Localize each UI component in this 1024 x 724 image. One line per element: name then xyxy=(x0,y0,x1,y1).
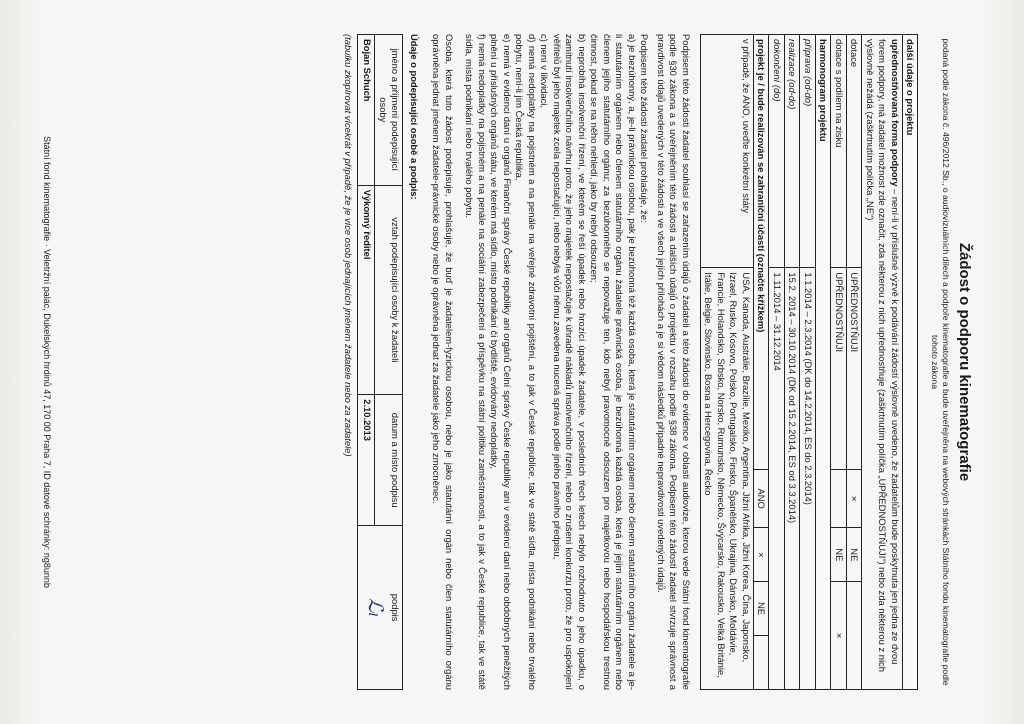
consent-paragraph: Podpisem této žádosti žadatel souhlasí se zařazením údajů o žadateli a této žádosti do evidence v oblasti audiovize, kterou vede Státní fond kinematografie podle §30 zákona a s uveřejněním této žádosti a dalších údajů o projektu v rozsahu podle §38 zákona. Podpisem této žádosti žadatel stvrzuje správnost a pravdivost údajů uvedených v této žádosti a ve všech jejích přílohách a je si vědom následků případné nepravdivosti uvedených údajů. xyxy=(655,34,692,690)
declaration-item-d: d) nemá nedoplatky na pojistném a na penále na veřejné zdravotní pojištění, a to jak v České republice, tak ve státě sídla, místa podnikání nebo trvalého pobytu, není-li jím Česká republika, xyxy=(514,34,538,690)
page-subtitle: podaná podle zákona č. 496/2012 Sb., o audiovizuálních dílech a podpoře kinematografie a bude uveřejněna na webových stránkách Státního fondu kinematografie podle tohoto zákona xyxy=(929,38,952,686)
declaration-list xyxy=(463,34,651,690)
signatory-name: Bojan Schuch xyxy=(358,35,375,186)
preferred-form-label: upřednostňovaná forma podpory xyxy=(889,39,901,187)
no-option-label: NE xyxy=(846,528,862,582)
yes-checkbox[interactable]: × xyxy=(753,528,769,582)
signature-section-title: Údaje o podepisující osobě a podpis: xyxy=(408,34,420,200)
no-label: NE xyxy=(753,582,769,636)
schedule-value: 1.11.2014 – 31.12.2014 xyxy=(769,268,785,690)
signature-table xyxy=(357,34,403,690)
no-option-label: NE xyxy=(831,528,847,582)
harmonogram-header: harmonogram projektu xyxy=(815,35,831,690)
signatory-relation: Výkonný ředitel xyxy=(358,185,375,395)
declaration-item-e: e) nemá v evidenci daní u orgánů Finanční správy České republiky ani orgánů Celní správy České republiky ani v evidenci daní nebo obdobných peněžitých plnění u příslušných orgánů státu, ve kterém má sídlo, místo podnikání či bydliště, evidovány nedoplatky, xyxy=(489,34,513,690)
countries-label: v případě, že ANO, uveďte konkrétní státy xyxy=(700,35,753,268)
no-checkbox[interactable]: × xyxy=(831,582,847,690)
signature-cell[interactable] xyxy=(358,526,403,690)
countries-list: USA, Kanada, Austrálie, Brazílie, Mexiko, Argentina, Jižní Afrika, Jižní Korea, Čína, Japonsko, Izrael, Rusko, Kosovo, Polsko, Portugalsko, Finsko, Španělsko, Ukrajina, Dánsko, Moldávie, Francie, Holandsko, Srbsko, Norsko, Rumunsko, Německo, Švýcarsko, Rakousko, Velká Británie, Itálie, Belgie, Slovinsko, Bosna a Hercegovina, Řecko xyxy=(700,268,753,690)
handwritten-signature-icon: ℒₗ xyxy=(363,597,388,618)
schedule-row xyxy=(784,35,800,690)
declaration-item-f: f) nemá nedoplatky na pojistném a na penále na sociální zabezpečení a příspěvku na státní politiku zaměstnanosti, a to jak v České republice, tak ve státě sídla, místa podnikání nebo trvalého pobytu. xyxy=(464,34,488,690)
prefer-option-label: UPŘEDNOSTŇUJI xyxy=(846,268,862,469)
project-details-table xyxy=(700,34,919,690)
page-footer: Státní fond kinematografie · Veletržní palác, Dukelských hrdinů 47, 170 00 Praha 7, ID datové schránky: ng8unnb xyxy=(41,136,52,588)
schedule-label: příprava (od-do) xyxy=(800,35,816,268)
relation-header: vztah podepisující osoby k žadateli xyxy=(375,185,403,395)
support-label: dotace xyxy=(846,35,862,268)
countries-row xyxy=(700,35,753,690)
foreign-participation-row xyxy=(753,35,769,690)
preferred-form-text: – není-li v příslušné výzvě k podávání žádostí výslovně uvedeno, že žadatelům bude poskytnuta jen jedna ze dvou forem podpory, má žadatel možnost zde označit, zda některou z nich upřednostňuje (zaškrtnutím políčka „UPŘEDNOSTŇUJI“) nebo zda některou z nich výslovně nežádá (zaškrtnutím políčka „NE“) xyxy=(864,39,901,672)
schedule-label: realizace (od-do) xyxy=(784,35,800,268)
schedule-value: 15.2. 2014 – 30.10.2014 (DK od 15.2.2014, ES od 3.3.2014) xyxy=(784,268,800,690)
support-row-dotace xyxy=(846,35,862,690)
schedule-row xyxy=(769,35,785,690)
schedule-label: dokončení (do) xyxy=(769,35,785,268)
prefer-checkbox[interactable] xyxy=(831,469,847,528)
page-title: Žádost o podporu kinematografie xyxy=(956,242,973,482)
preferred-form-cell xyxy=(862,35,903,690)
schedule-row xyxy=(800,35,816,690)
no-checkbox[interactable] xyxy=(846,582,862,690)
schedule-value: 1.1.2014 – 2.3.2014 (DK do 14.2.2014, ES do 2.3.2014) xyxy=(800,268,816,690)
details-header: další údaje o projektu xyxy=(902,35,918,690)
declaration-item-c: c) není v likvidaci, xyxy=(539,34,551,108)
declaration-item-a: a) je bezúhonný, a, je-li právnickou osobou, pak je bezúhonná též každá osoba, která je statutárním orgánem nebo členem statutárního orgánu žadatele a je-li statutárním orgánem nebo členem statutárního orgánu žadatele právnická osoba, je bezúhonná každá osoba, která je jejím statutárním orgánem nebo členem jejího statutárního orgánu; za bezúhonného se nepovažuje ten, kdo nebyl pravomocně odsouzen pro majetkovou nebo hospodářskou trestnou činnost, pokud se na něho nehledí, jako by nebyl odsouzen; xyxy=(589,34,638,690)
signature-date: 2.10.2013 xyxy=(358,395,375,526)
document-page xyxy=(32,12,992,712)
foreign-question: projekt je / bude realizován se zahraniční účastí (označte křížkem) xyxy=(753,35,769,470)
copy-table-note: (tabulku zkopírovat vícekrát v případě, že je více osob jednajících jménem žadatele nebo za zadatele) xyxy=(343,34,355,457)
name-header: jméno a příjmení podepisující osoby xyxy=(375,35,403,186)
declaration-item-b: b) neprobíhá insolvenční řízení, ve kterém se řeší úpadek nebo hrozící úpadek žadatele, v posledních třech letech nebylo rozhodnuto o jeho úpadku, o zamítnutí insolvenčního návrhu proto, že jeho majetek nepostačuje k úhradě nákladů insolvenčního řízení, nebo o zrušení konkurzu proto, že pro uspokojení věřitelů byl jeho majetek zcela nepostačující, nebo nebyla vůči němu zavedena nucená správa podle jiného právního předpisu, xyxy=(551,34,588,690)
signatory-paragraph: Osoba, která tuto žádost podepisuje, prohlašuje, že buď je žadatelem-fyzickou osobou, nebo je jako statutární orgán nebo člen statutárního orgánu oprávněna jednat jménem žadatele-právnické osoby nebo je oprávněna jednat za žadatele jako jeho zmocněnec. xyxy=(431,34,455,690)
support-row-zisk xyxy=(831,35,847,690)
signature-header: podpis xyxy=(390,593,402,622)
yes-label: ANO xyxy=(753,469,769,528)
date-header: datum a místo podpisu xyxy=(375,395,403,526)
declaration-intro: Podpisem této žádosti žadatel prohlašuje, že: xyxy=(639,34,651,223)
prefer-checkbox[interactable]: × xyxy=(846,469,862,528)
support-label: dotace s podílem na zisku xyxy=(831,35,847,268)
no-checkbox-foreign[interactable] xyxy=(753,636,769,690)
prefer-option-label: UPŘEDNOSTŇUJI xyxy=(831,268,847,469)
